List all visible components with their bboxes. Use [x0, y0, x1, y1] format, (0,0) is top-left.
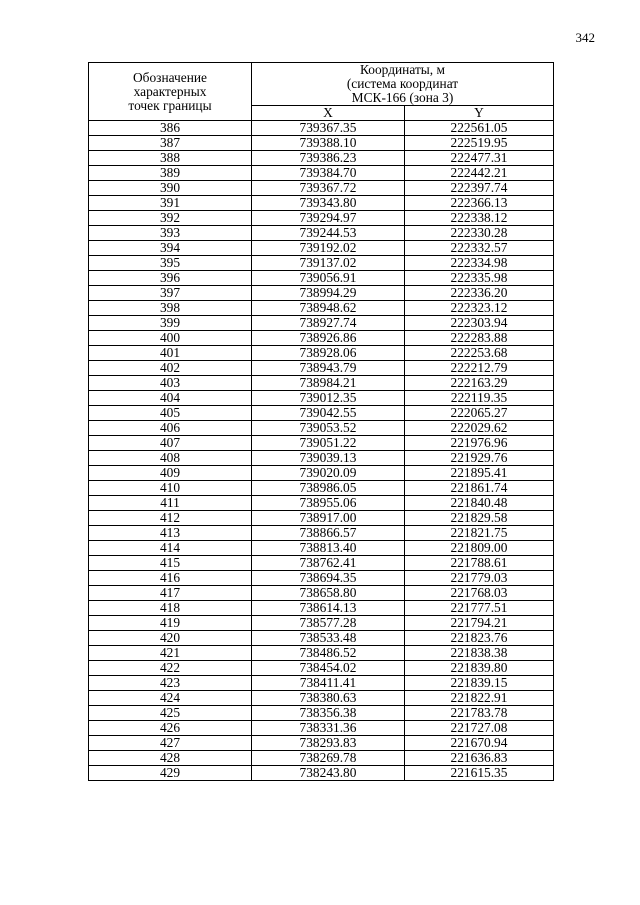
table-row [89, 496, 554, 511]
y-cell: 221895.41 [405, 466, 554, 481]
header-coordinates [252, 63, 554, 106]
point-id-cell: 429 [89, 766, 252, 781]
point-id-cell: 402 [89, 361, 252, 376]
x-cell: 739051.22 [252, 436, 405, 451]
point-id-cell: 394 [89, 241, 252, 256]
table-row [89, 391, 554, 406]
header-points-line: характерных [133, 83, 207, 99]
table-row [89, 631, 554, 646]
y-cell: 221768.03 [405, 586, 554, 601]
y-cell: 221861.74 [405, 481, 554, 496]
y-cell: 221840.48 [405, 496, 554, 511]
table-row [89, 241, 554, 256]
point-id-cell: 398 [89, 301, 252, 316]
y-cell: 221777.51 [405, 601, 554, 616]
y-cell: 221929.76 [405, 451, 554, 466]
table-row [89, 166, 554, 181]
x-cell: 739343.80 [252, 196, 405, 211]
x-cell: 738293.83 [252, 736, 405, 751]
x-cell: 738928.06 [252, 346, 405, 361]
y-cell: 221636.83 [405, 751, 554, 766]
table-row [89, 256, 554, 271]
x-cell: 738762.41 [252, 556, 405, 571]
y-cell: 221670.94 [405, 736, 554, 751]
y-cell: 222119.35 [405, 391, 554, 406]
y-cell: 222330.28 [405, 226, 554, 241]
y-cell: 221823.76 [405, 631, 554, 646]
table-row [89, 451, 554, 466]
point-id-cell: 409 [89, 466, 252, 481]
point-id-cell: 392 [89, 211, 252, 226]
point-id-cell: 419 [89, 616, 252, 631]
point-id-cell: 389 [89, 166, 252, 181]
x-cell: 738486.52 [252, 646, 405, 661]
point-id-cell: 424 [89, 691, 252, 706]
header-coords-line: Координаты, м [360, 62, 445, 77]
x-cell: 739053.52 [252, 421, 405, 436]
point-id-cell: 387 [89, 136, 252, 151]
x-cell: 738380.63 [252, 691, 405, 706]
point-id-cell: 423 [89, 676, 252, 691]
point-id-cell: 400 [89, 331, 252, 346]
x-cell: 738331.36 [252, 721, 405, 736]
x-cell: 738994.29 [252, 286, 405, 301]
y-cell: 221839.80 [405, 661, 554, 676]
table-row [89, 691, 554, 706]
y-cell: 222335.98 [405, 271, 554, 286]
y-cell: 222212.79 [405, 361, 554, 376]
y-cell: 222442.21 [405, 166, 554, 181]
y-cell: 221783.78 [405, 706, 554, 721]
x-cell: 739388.10 [252, 136, 405, 151]
table-row [89, 736, 554, 751]
point-id-cell: 426 [89, 721, 252, 736]
table-row [89, 601, 554, 616]
x-cell: 738356.38 [252, 706, 405, 721]
point-id-cell: 391 [89, 196, 252, 211]
y-cell: 222065.27 [405, 406, 554, 421]
x-cell: 738948.62 [252, 301, 405, 316]
table-row [89, 151, 554, 166]
point-id-cell: 420 [89, 631, 252, 646]
y-cell: 222323.12 [405, 301, 554, 316]
table-row [89, 481, 554, 496]
table-row [89, 646, 554, 661]
header-points [89, 63, 252, 121]
y-cell: 222334.98 [405, 256, 554, 271]
header-coords-line: (система координат [346, 76, 459, 91]
x-cell: 738577.28 [252, 616, 405, 631]
table-row [89, 511, 554, 526]
x-cell: 739056.91 [252, 271, 405, 286]
x-cell: 739384.70 [252, 166, 405, 181]
point-id-cell: 421 [89, 646, 252, 661]
table-row [89, 526, 554, 541]
table-row [89, 121, 554, 136]
point-id-cell: 428 [89, 751, 252, 766]
x-cell: 738243.80 [252, 766, 405, 781]
x-cell: 739386.23 [252, 151, 405, 166]
header-x: X [252, 106, 405, 121]
x-cell: 739367.35 [252, 121, 405, 136]
point-id-cell: 388 [89, 151, 252, 166]
y-cell: 222477.31 [405, 151, 554, 166]
y-cell: 222029.62 [405, 421, 554, 436]
x-cell: 739042.55 [252, 406, 405, 421]
header-coords-line: МСК-166 (зона 3) [351, 90, 454, 105]
point-id-cell: 417 [89, 586, 252, 601]
x-cell: 738984.21 [252, 376, 405, 391]
table-row [89, 676, 554, 691]
x-cell: 739137.02 [252, 256, 405, 271]
point-id-cell: 411 [89, 496, 252, 511]
y-cell: 222303.94 [405, 316, 554, 331]
point-id-cell: 410 [89, 481, 252, 496]
point-id-cell: 425 [89, 706, 252, 721]
page-number: 342 [575, 30, 595, 45]
y-cell: 221727.08 [405, 721, 554, 736]
table-row [89, 466, 554, 481]
table-row [89, 616, 554, 631]
point-id-cell: 406 [89, 421, 252, 436]
y-cell: 221794.21 [405, 616, 554, 631]
x-cell: 739012.35 [252, 391, 405, 406]
y-cell: 221829.58 [405, 511, 554, 526]
y-cell: 222366.13 [405, 196, 554, 211]
point-id-cell: 412 [89, 511, 252, 526]
y-cell: 221821.75 [405, 526, 554, 541]
point-id-cell: 397 [89, 286, 252, 301]
x-cell: 738926.86 [252, 331, 405, 346]
y-cell: 221822.91 [405, 691, 554, 706]
x-cell: 738986.05 [252, 481, 405, 496]
y-cell: 221809.00 [405, 541, 554, 556]
table-row [89, 571, 554, 586]
x-cell: 738454.02 [252, 661, 405, 676]
table-row [89, 556, 554, 571]
table-body [89, 121, 554, 781]
table-row [89, 766, 554, 781]
point-id-cell: 404 [89, 391, 252, 406]
x-cell: 739192.02 [252, 241, 405, 256]
y-cell: 221839.15 [405, 676, 554, 691]
y-cell: 222253.68 [405, 346, 554, 361]
x-cell: 738927.74 [252, 316, 405, 331]
y-cell: 222163.29 [405, 376, 554, 391]
point-id-cell: 415 [89, 556, 252, 571]
point-id-cell: 396 [89, 271, 252, 286]
x-cell: 738943.79 [252, 361, 405, 376]
point-id-cell: 413 [89, 526, 252, 541]
point-id-cell: 416 [89, 571, 252, 586]
table-row [89, 421, 554, 436]
point-id-cell: 395 [89, 256, 252, 271]
header-row [89, 63, 554, 106]
table-row [89, 406, 554, 421]
x-cell: 739020.09 [252, 466, 405, 481]
table-row [89, 316, 554, 331]
point-id-cell: 427 [89, 736, 252, 751]
point-id-cell: 393 [89, 226, 252, 241]
table-row [89, 286, 554, 301]
table-row [89, 136, 554, 151]
header-points-line: Обозначение [133, 69, 207, 85]
point-id-cell: 422 [89, 661, 252, 676]
table-row [89, 541, 554, 556]
y-cell: 222336.20 [405, 286, 554, 301]
table-row [89, 181, 554, 196]
y-cell: 222561.05 [405, 121, 554, 136]
y-cell: 222283.88 [405, 331, 554, 346]
header-y: Y [405, 106, 554, 121]
point-id-cell: 414 [89, 541, 252, 556]
x-cell: 739244.53 [252, 226, 405, 241]
table-row [89, 196, 554, 211]
table-row [89, 721, 554, 736]
x-cell: 738269.78 [252, 751, 405, 766]
y-cell: 222397.74 [405, 181, 554, 196]
point-id-cell: 386 [89, 121, 252, 136]
y-cell: 221788.61 [405, 556, 554, 571]
point-id-cell: 403 [89, 376, 252, 391]
table-row [89, 301, 554, 316]
table-row [89, 271, 554, 286]
y-cell: 221838.38 [405, 646, 554, 661]
point-id-cell: 401 [89, 346, 252, 361]
x-cell: 739294.97 [252, 211, 405, 226]
table-row [89, 226, 554, 241]
table-row [89, 586, 554, 601]
header-points-line: точек границы [128, 97, 212, 113]
table-row [89, 331, 554, 346]
table-row [89, 436, 554, 451]
x-cell: 739039.13 [252, 451, 405, 466]
y-cell: 222519.95 [405, 136, 554, 151]
y-cell: 222338.12 [405, 211, 554, 226]
x-cell: 738955.06 [252, 496, 405, 511]
x-cell: 738658.80 [252, 586, 405, 601]
x-cell: 738533.48 [252, 631, 405, 646]
x-cell: 738694.35 [252, 571, 405, 586]
x-cell: 738866.57 [252, 526, 405, 541]
point-id-cell: 399 [89, 316, 252, 331]
x-cell: 739367.72 [252, 181, 405, 196]
table-row [89, 376, 554, 391]
table-row [89, 346, 554, 361]
point-id-cell: 407 [89, 436, 252, 451]
y-cell: 222332.57 [405, 241, 554, 256]
point-id-cell: 418 [89, 601, 252, 616]
x-cell: 738411.41 [252, 676, 405, 691]
point-id-cell: 390 [89, 181, 252, 196]
coordinates-table [88, 62, 554, 781]
point-id-cell: 408 [89, 451, 252, 466]
y-cell: 221779.03 [405, 571, 554, 586]
y-cell: 221615.35 [405, 766, 554, 781]
table-row [89, 661, 554, 676]
table-row [89, 361, 554, 376]
x-cell: 738917.00 [252, 511, 405, 526]
y-cell: 221976.96 [405, 436, 554, 451]
x-cell: 738614.13 [252, 601, 405, 616]
table-row [89, 706, 554, 721]
table-row [89, 751, 554, 766]
x-cell: 738813.40 [252, 541, 405, 556]
table-row [89, 211, 554, 226]
point-id-cell: 405 [89, 406, 252, 421]
